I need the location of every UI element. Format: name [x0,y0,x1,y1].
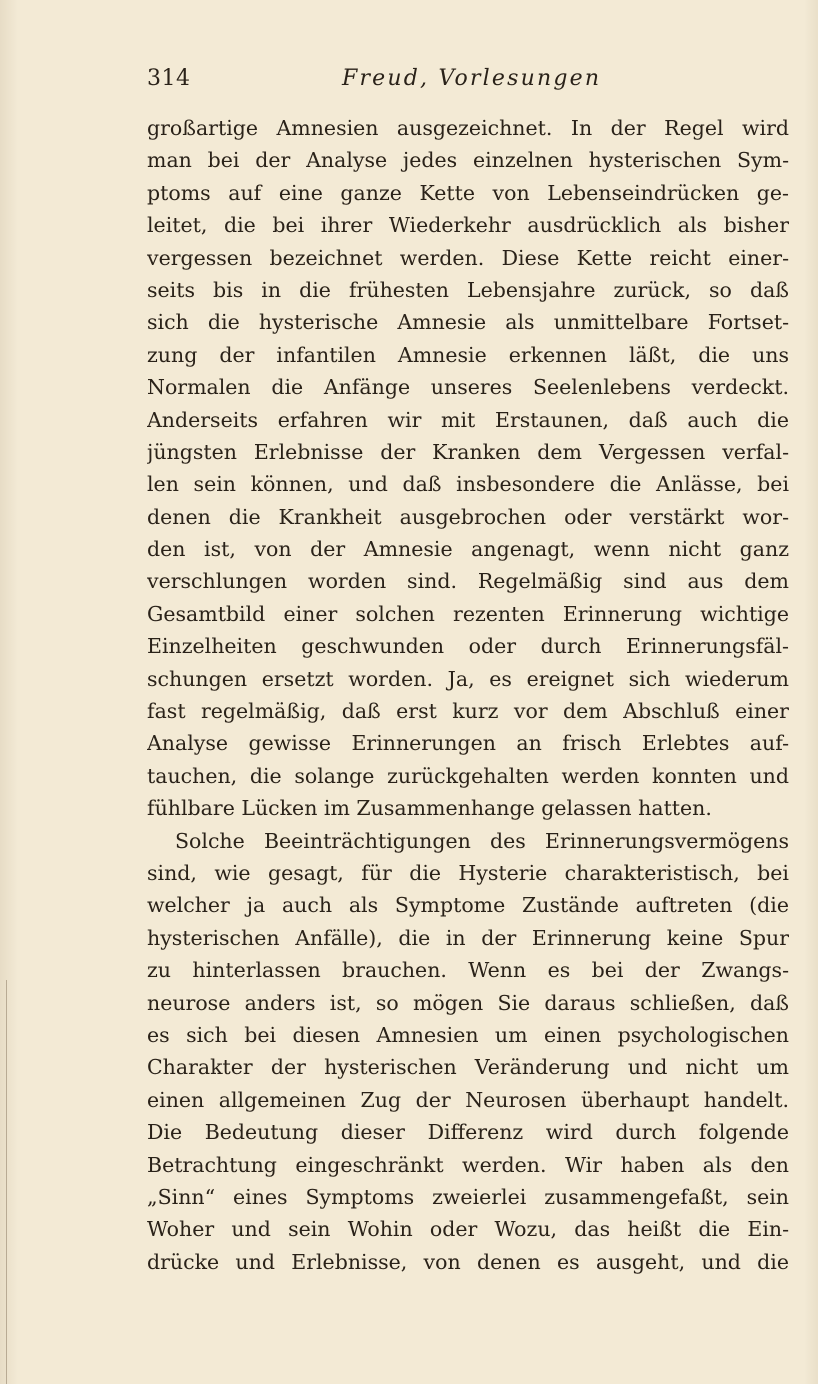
text-line: seits bis in die frühesten Lebensjahre zurück, so daß [147,277,789,302]
text-line: es sich bei diesen Amnesien um einen psychologischen [147,1022,789,1047]
text-line: tauchen, die solange zurückgehalten werden konnten und [147,763,789,788]
text-line: Betrachtung eingeschränkt werden. Wir haben als den [147,1152,789,1177]
text-line: fast regelmäßig, daß erst kurz vor dem Abschluß einer [147,699,789,724]
text-line: zung der infantilen Amnesie erkennen läßt, die uns [147,342,789,367]
text-line: Anderseits erfahren wir mit Erstaunen, daß auch die [147,407,789,432]
text-line: vergessen bezeichnet werden. Diese Kette reicht einer- [147,245,789,270]
text-line: man bei der Analyse jedes einzelnen hysterischen Sym- [147,148,789,173]
text-line: denen die Krankheit ausgebrochen oder verstärkt wor- [147,504,789,529]
text-line: ptoms auf eine ganze Kette von Lebenseindrücken ge- [147,180,789,205]
paragraph-end-line: fühlbare Lücken im Zusammenhange gelassen hatten. [147,796,712,821]
text-line: sich die hysterische Amnesie als unmittelbare Fortset- [147,310,789,335]
paragraph-start-line: Solche Beeinträchtigungen des Erinnerungsvermögens [175,828,789,853]
text-line: zu hinterlassen brauchen. Wenn es bei der Zwangs- [147,958,789,983]
text-line: Einzelheiten geschwunden oder durch Erinnerungsfäl- [147,634,789,659]
text-line: Charakter der hysterischen Veränderung und nicht um [147,1055,789,1080]
text-line: len sein können, und daß insbesondere die Anlässe, bei [147,472,789,497]
page-number: 314 [147,66,191,91]
text-line: verschlungen worden sind. Regelmäßig sind aus dem [147,569,789,594]
text-line: einen allgemeinen Zug der Neurosen überhaupt handelt. [147,1087,789,1112]
text-line: sind, wie gesagt, für die Hysterie charakteristisch, bei [147,860,789,885]
text-line: Normalen die Anfänge unseres Seelenlebens verdeckt. [147,375,789,400]
text-line: Gesamtbild einer solchen rezenten Erinnerung wichtige [147,601,789,626]
running-title: Freud, Vorlesungen [342,66,602,91]
text-line: hysterischen Anfälle), die in der Erinnerung keine Spur [147,925,789,950]
text-line: drücke und Erlebnisse, von denen es ausgeht, und die [147,1249,789,1274]
text-line: leitet, die bei ihrer Wiederkehr ausdrücklich als bisher [147,213,789,238]
text-line: neurose anders ist, so mögen Sie daraus schließen, daß [147,990,789,1015]
text-line: Die Bedeutung dieser Differenz wird durch folgende [147,1120,789,1145]
text-line: Analyse gewisse Erinnerungen an frisch Erlebtes auf- [147,731,789,756]
text-line: jüngsten Erlebnisse der Kranken dem Vergessen verfal- [147,439,789,464]
text-line: „Sinn“ eines Symptoms zweierlei zusammengefaßt, sein [147,1184,789,1209]
text-line: großartige Amnesien ausgezeichnet. In der Regel wird [147,116,789,140]
text-line: den ist, von der Amnesie angenagt, wenn nicht ganz [147,537,789,562]
text-line: schungen ersetzt worden. Ja, es ereignet sich wiederum [147,666,789,691]
text-line: welcher ja auch als Symptome Zustände auftreten (die [147,893,789,918]
page-edge-line [6,980,7,1384]
running-header [147,66,787,96]
text-line: Woher und sein Wohin oder Wozu, das heißt die Ein- [147,1217,789,1242]
body-text [147,112,789,1278]
